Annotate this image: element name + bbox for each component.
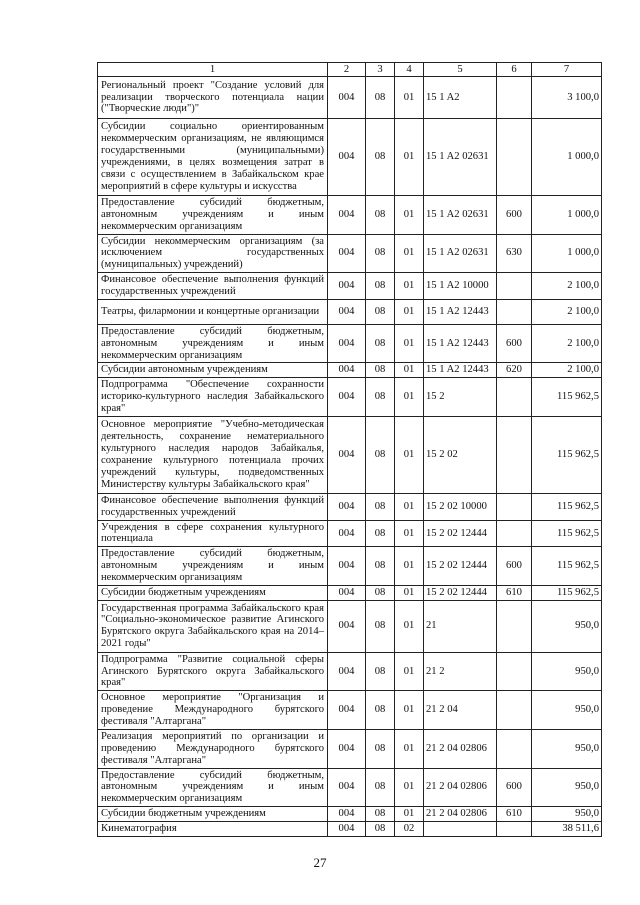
- ministry-code: 004: [328, 234, 366, 273]
- table-row: [98, 324, 602, 363]
- table-row: [98, 821, 602, 836]
- table-row: [98, 493, 602, 520]
- amount: 1 000,0: [532, 119, 602, 196]
- item-name: Государственная программа Забайкальского края "Социально-экономическое развитие Агинского Бурятского округа Забайкальского края на 2014–2021 годы": [98, 600, 328, 652]
- expense-type-code: 620: [497, 363, 532, 378]
- target-article-code: 21 2 04 02806: [424, 768, 497, 807]
- target-article-code: 15 1 A2 12443: [424, 324, 497, 363]
- ministry-code: 004: [328, 807, 366, 822]
- column-header-2: 2: [328, 63, 366, 77]
- table-row: [98, 520, 602, 547]
- ministry-code: 004: [328, 768, 366, 807]
- column-header-5: 5: [424, 63, 497, 77]
- expense-type-code: 630: [497, 234, 532, 273]
- subsection-code: 01: [395, 378, 424, 417]
- table-row: [98, 363, 602, 378]
- section-code: 08: [366, 600, 395, 652]
- item-name: Субсидии социально ориентированным некоммерческим организациям, не являющимся государственными (муниципальными) учреждениями, в целях возмещения затрат в связи с осуществлением в Забайкальском крае мероприятий в сфере культуры и искусства: [98, 119, 328, 196]
- section-code: 08: [366, 416, 395, 493]
- table-row: [98, 378, 602, 417]
- item-name: Основное мероприятие "Учебно-методическая деятельность, сохранение нематериального культурного наследия народов Забайкалья, сохранение культурного потенциала прочих учреждений культуры, подведомственных Министерству культуры Забайкальского края": [98, 416, 328, 493]
- target-article-code: 15 2: [424, 378, 497, 417]
- section-code: 08: [366, 821, 395, 836]
- expense-type-code: 610: [497, 585, 532, 600]
- ministry-code: 004: [328, 493, 366, 520]
- expense-type-code: [497, 119, 532, 196]
- ministry-code: 004: [328, 729, 366, 768]
- subsection-code: 01: [395, 363, 424, 378]
- ministry-code: 004: [328, 600, 366, 652]
- section-code: 08: [366, 652, 395, 691]
- amount: 2 100,0: [532, 299, 602, 324]
- target-article-code: 15 1 A2 02631: [424, 119, 497, 196]
- subsection-code: 01: [395, 807, 424, 822]
- ministry-code: 004: [328, 691, 366, 730]
- target-article-code: 15 1 A2 02631: [424, 196, 497, 235]
- budget-table-page: [97, 62, 601, 837]
- table-row: [98, 652, 602, 691]
- expense-type-code: 600: [497, 196, 532, 235]
- ministry-code: 004: [328, 547, 366, 586]
- ministry-code: 004: [328, 416, 366, 493]
- subsection-code: 01: [395, 299, 424, 324]
- target-article-code: 15 2 02 10000: [424, 493, 497, 520]
- expense-type-code: [497, 299, 532, 324]
- subsection-code: 01: [395, 196, 424, 235]
- table-row: [98, 600, 602, 652]
- column-header-4: 4: [395, 63, 424, 77]
- amount: 950,0: [532, 729, 602, 768]
- ministry-code: 004: [328, 520, 366, 547]
- ministry-code: 004: [328, 652, 366, 691]
- column-header-3: 3: [366, 63, 395, 77]
- subsection-code: 01: [395, 768, 424, 807]
- section-code: 08: [366, 196, 395, 235]
- expense-type-code: [497, 416, 532, 493]
- item-name: Субсидии бюджетным учреждениям: [98, 807, 328, 822]
- section-code: 08: [366, 324, 395, 363]
- ministry-code: 004: [328, 363, 366, 378]
- budget-table: [97, 62, 602, 837]
- section-code: 08: [366, 273, 395, 300]
- table-row: [98, 807, 602, 822]
- item-name: Кинематография: [98, 821, 328, 836]
- amount: 2 100,0: [532, 324, 602, 363]
- target-article-code: 15 2 02 12444: [424, 520, 497, 547]
- expense-type-code: 600: [497, 768, 532, 807]
- table-header-row: [98, 63, 602, 77]
- ministry-code: 004: [328, 119, 366, 196]
- amount: 1 000,0: [532, 234, 602, 273]
- section-code: 08: [366, 520, 395, 547]
- target-article-code: 15 1 A2 02631: [424, 234, 497, 273]
- section-code: 08: [366, 119, 395, 196]
- expense-type-code: [497, 652, 532, 691]
- subsection-code: 01: [395, 652, 424, 691]
- section-code: 08: [366, 547, 395, 586]
- column-header-7: 7: [532, 63, 602, 77]
- item-name: Финансовое обеспечение выполнения функций государственных учреждений: [98, 273, 328, 300]
- section-code: 08: [366, 585, 395, 600]
- amount: 950,0: [532, 807, 602, 822]
- expense-type-code: [497, 691, 532, 730]
- item-name: Предоставление субсидий бюджетным, автономным учреждениям и иным некоммерческим организациям: [98, 324, 328, 363]
- amount: 950,0: [532, 691, 602, 730]
- amount: 1 000,0: [532, 196, 602, 235]
- section-code: 08: [366, 691, 395, 730]
- subsection-code: 01: [395, 729, 424, 768]
- item-name: Подпрограмма "Развитие социальной сферы Агинского Бурятского округа Забайкальского края": [98, 652, 328, 691]
- table-row: [98, 234, 602, 273]
- target-article-code: 15 1 A2 12443: [424, 299, 497, 324]
- item-name: Предоставление субсидий бюджетным, автономным учреждениям и иным некоммерческим организациям: [98, 196, 328, 235]
- ministry-code: 004: [328, 77, 366, 119]
- item-name: Предоставление субсидий бюджетным, автономным учреждениям и иным некоммерческим организациям: [98, 768, 328, 807]
- target-article-code: 15 2 02 12444: [424, 585, 497, 600]
- section-code: 08: [366, 363, 395, 378]
- amount: 950,0: [532, 768, 602, 807]
- item-name: Субсидии бюджетным учреждениям: [98, 585, 328, 600]
- subsection-code: 01: [395, 234, 424, 273]
- table-row: [98, 196, 602, 235]
- amount: 115 962,5: [532, 378, 602, 417]
- target-article-code: 21 2: [424, 652, 497, 691]
- target-article-code: 15 2 02: [424, 416, 497, 493]
- section-code: 08: [366, 77, 395, 119]
- amount: 115 962,5: [532, 520, 602, 547]
- subsection-code: 01: [395, 273, 424, 300]
- subsection-code: 01: [395, 324, 424, 363]
- amount: 115 962,5: [532, 547, 602, 586]
- column-header-1: 1: [98, 63, 328, 77]
- ministry-code: 004: [328, 324, 366, 363]
- section-code: 08: [366, 493, 395, 520]
- expense-type-code: [497, 77, 532, 119]
- section-code: 08: [366, 299, 395, 324]
- expense-type-code: 600: [497, 324, 532, 363]
- section-code: 08: [366, 768, 395, 807]
- expense-type-code: 610: [497, 807, 532, 822]
- expense-type-code: [497, 520, 532, 547]
- item-name: Финансовое обеспечение выполнения функций государственных учреждений: [98, 493, 328, 520]
- target-article-code: 15 2 02 12444: [424, 547, 497, 586]
- table-row: [98, 585, 602, 600]
- subsection-code: 01: [395, 585, 424, 600]
- table-row: [98, 119, 602, 196]
- expense-type-code: [497, 600, 532, 652]
- ministry-code: 004: [328, 821, 366, 836]
- table-row: [98, 77, 602, 119]
- section-code: 08: [366, 234, 395, 273]
- amount: 38 511,6: [532, 821, 602, 836]
- table-row: [98, 273, 602, 300]
- column-header-6: 6: [497, 63, 532, 77]
- expense-type-code: [497, 729, 532, 768]
- item-name: Театры, филармонии и концертные организации: [98, 299, 328, 324]
- subsection-code: 01: [395, 520, 424, 547]
- table-body: [98, 77, 602, 837]
- amount: 115 962,5: [532, 416, 602, 493]
- amount: 115 962,5: [532, 493, 602, 520]
- ministry-code: 004: [328, 378, 366, 417]
- ministry-code: 004: [328, 585, 366, 600]
- subsection-code: 01: [395, 600, 424, 652]
- item-name: Предоставление субсидий бюджетным, автономным учреждениям и иным некоммерческим организациям: [98, 547, 328, 586]
- subsection-code: 02: [395, 821, 424, 836]
- amount: 3 100,0: [532, 77, 602, 119]
- item-name: Реализация мероприятий по организации и проведению Международного бурятского фестиваля "Алтаргана": [98, 729, 328, 768]
- ministry-code: 004: [328, 273, 366, 300]
- target-article-code: 21 2 04: [424, 691, 497, 730]
- target-article-code: 21: [424, 600, 497, 652]
- expense-type-code: [497, 493, 532, 520]
- item-name: Учреждения в сфере сохранения культурного потенциала: [98, 520, 328, 547]
- expense-type-code: [497, 821, 532, 836]
- subsection-code: 01: [395, 77, 424, 119]
- section-code: 08: [366, 807, 395, 822]
- subsection-code: 01: [395, 416, 424, 493]
- section-code: 08: [366, 729, 395, 768]
- target-article-code: 21 2 04 02806: [424, 729, 497, 768]
- item-name: Региональный проект "Создание условий для реализации творческого потенциала нации ("Творческие люди")": [98, 77, 328, 119]
- amount: 2 100,0: [532, 363, 602, 378]
- table-row: [98, 547, 602, 586]
- amount: 950,0: [532, 600, 602, 652]
- target-article-code: 15 1 A2 10000: [424, 273, 497, 300]
- section-code: 08: [366, 378, 395, 417]
- ministry-code: 004: [328, 196, 366, 235]
- target-article-code: 15 1 A2 12443: [424, 363, 497, 378]
- amount: 950,0: [532, 652, 602, 691]
- table-row: [98, 768, 602, 807]
- expense-type-code: [497, 273, 532, 300]
- subsection-code: 01: [395, 691, 424, 730]
- target-article-code: [424, 821, 497, 836]
- subsection-code: 01: [395, 493, 424, 520]
- subsection-code: 01: [395, 119, 424, 196]
- page-number: 27: [313, 855, 327, 870]
- subsection-code: 01: [395, 547, 424, 586]
- expense-type-code: [497, 378, 532, 417]
- item-name: Субсидии автономным учреждениям: [98, 363, 328, 378]
- table-row: [98, 729, 602, 768]
- item-name: Основное мероприятие "Организация и проведение Международного бурятского фестиваля "Алтаргана": [98, 691, 328, 730]
- item-name: Субсидии некоммерческим организациям (за исключением государственных (муниципальных) учреждений): [98, 234, 328, 273]
- table-row: [98, 691, 602, 730]
- expense-type-code: 600: [497, 547, 532, 586]
- amount: 115 962,5: [532, 585, 602, 600]
- target-article-code: 21 2 04 02806: [424, 807, 497, 822]
- target-article-code: 15 1 A2: [424, 77, 497, 119]
- table-row: [98, 416, 602, 493]
- table-row: [98, 299, 602, 324]
- item-name: Подпрограмма "Обеспечение сохранности историко-культурного наследия Забайкальского края": [98, 378, 328, 417]
- ministry-code: 004: [328, 299, 366, 324]
- amount: 2 100,0: [532, 273, 602, 300]
